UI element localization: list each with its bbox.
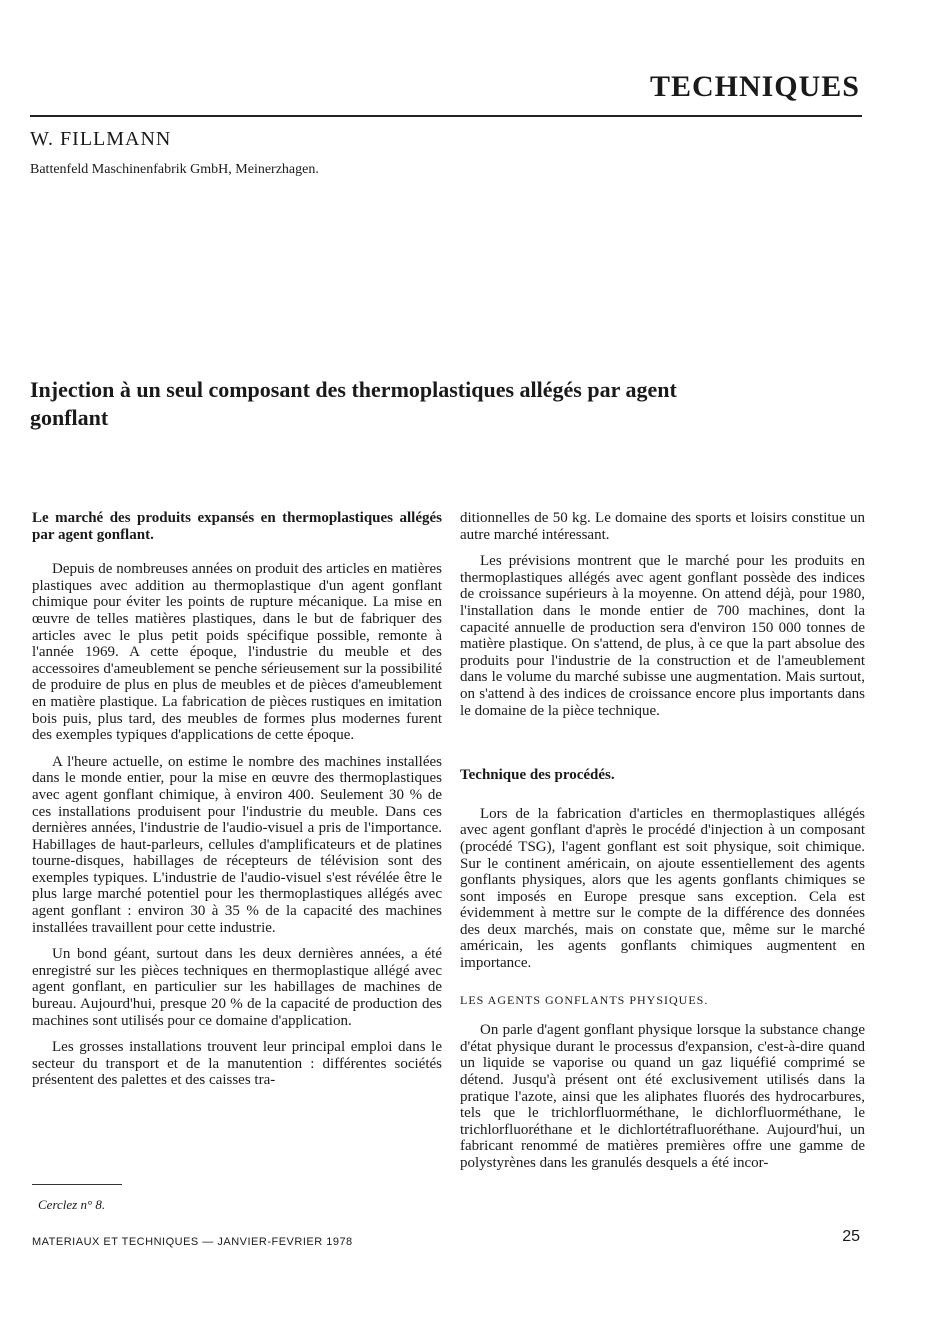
paragraph: Les prévisions montrent que le marché pour les produits en thermoplastiques allégés avec agent gonflant possède des indices de croissance supérieurs à la moyenne. On attend déjà, pour 1980, l'installation dans le monde entier de 700 machines, dont la capacité annuelle de production sera d'environ 150 000 tonnes de matière plastique. On s'attend, de plus, à ce que la part absolue des produits pour l'industrie de la construction et de l'ameublement dans le volume du marché subisse une augmentation. Mais surtout, on s'attend à des indices de croissance encore plus importants dans le domaine de la pièce technique.	[460, 553, 865, 719]
header-rule	[30, 115, 862, 117]
section-label: TECHNIQUES	[649, 70, 860, 103]
paragraph: ditionnelles de 50 kg. Le domaine des sports et loisirs constitue un autre marché intéressant.	[460, 510, 865, 543]
right-column	[460, 510, 865, 1182]
paragraph: Un bond géant, surtout dans les deux dernières années, a été enregistré sur les pièces techniques en thermoplastique allégé avec agent gonflant, en particulier sur les habillages de machines de bureau. Aujourd'hui, presque 20 % de la capacité de production des machines sont utilisés pour ce domaine d'application.	[32, 946, 442, 1029]
left-column	[32, 510, 442, 1099]
article-title: Injection à un seul composant des thermoplastiques allégés par agent gonflant	[30, 377, 677, 430]
left-heading: Le marché des produits expansés en thermoplastiques allégés par agent gonflant.	[32, 510, 442, 543]
footnote: Cerclez n° 8.	[38, 1197, 106, 1212]
paragraph: A l'heure actuelle, on estime le nombre des machines installées dans le monde entier, pour la mise en œuvre des thermoplastiques avec agent gonflant chimique, à environ 400. Seulement 30 % de ces installations produisent pour l'industrie du meuble. Dans ces dernières années, l'industrie de l'audio-visuel a pris de l'importance. Habillages de haut-parleurs, cellules d'amplificateurs et de platines tourne-disques, habillages de récepteurs de télévision sont des exemples typiques. L'industrie de l'audio-visuel s'est révélée être le plus large marché potentiel pour les thermoplastiques allégés avec agent gonflant : environ 30 à 35 % de la capacité des machines installées travaillent pour cette industrie.	[32, 753, 442, 936]
page-number: 25	[842, 1228, 860, 1245]
author-affiliation: Battenfeld Maschinenfabrik GmbH, Meinerzhagen.	[30, 162, 319, 177]
paragraph: On parle d'agent gonflant physique lorsque la substance change d'état physique durant le processus d'expansion, c'est-à-dire quand un liquide se vaporise ou quand un gaz liquéfié comprimé se détend. Jusqu'à présent ont été exclusivement utilisés dans la pratique l'azote, ainsi que les aliphates fluorés des hydrocarbures, tels que le trichlorfluorméthane, le dichlorfluorméthane, le trichlorfluoréthane et le dichlortétrafluoréthane. Aujourd'hui, un fabricant renommé de matières premières offre une gamme de polystyrènes dans les granulés desquels a été incor-	[460, 1022, 865, 1171]
paragraph: Les grosses installations trouvent leur principal emploi dans le secteur du transport et de la manutention : différentes sociétés présentent des palettes et des caisses tra-	[32, 1039, 442, 1089]
footnote-rule	[32, 1184, 122, 1185]
paragraph: Depuis de nombreuses années on produit des articles en matières plastiques avec addition au thermoplastique d'un agent gonflant chimique pour éviter les points de rupture mécanique. La mise en œuvre de telles matières plastiques, dans le but de fabriquer des articles avec le plus petit poids spécifique possible, remonte à l'année 1969. A cette époque, l'industrie du meuble et des accessoires d'ameublement se penche sérieusement sur la possibilité de produire de plus en plus de meubles et de pièces d'ameublement en matière plastique. La fabrication de pièces rustiques en imitation bois puis, plus tard, des meubles de formes plus modernes furent des exemples typiques d'applications de cette époque.	[32, 561, 442, 744]
subsection-heading: LES AGENTS GONFLANTS PHYSIQUES.	[460, 992, 709, 1007]
paragraph: Lors de la fabrication d'articles en thermoplastiques allégés avec agent gonflant d'après le procédé d'injection à un composant (procédé TSG), l'agent gonflant est soit physique, soit chimique. Sur le continent américain, on ajoute essentiellement des agents gonflants physiques, alors que les agents gonflants chimiques se sont imposés en Europe presque sans exception. Cela est évidemment à mettre sur le compte de la différence des données des deux marchés, mais on constate que, même sur le marché américain, les agents gonflants chimiques augmentent en importance.	[460, 805, 865, 972]
author-name: W. FILLMANN	[30, 128, 172, 150]
section-heading: Technique des procédés.	[460, 767, 615, 784]
journal-footer: MATERIAUX ET TECHNIQUES — JANVIER-FEVRIER 1978	[32, 1236, 353, 1248]
